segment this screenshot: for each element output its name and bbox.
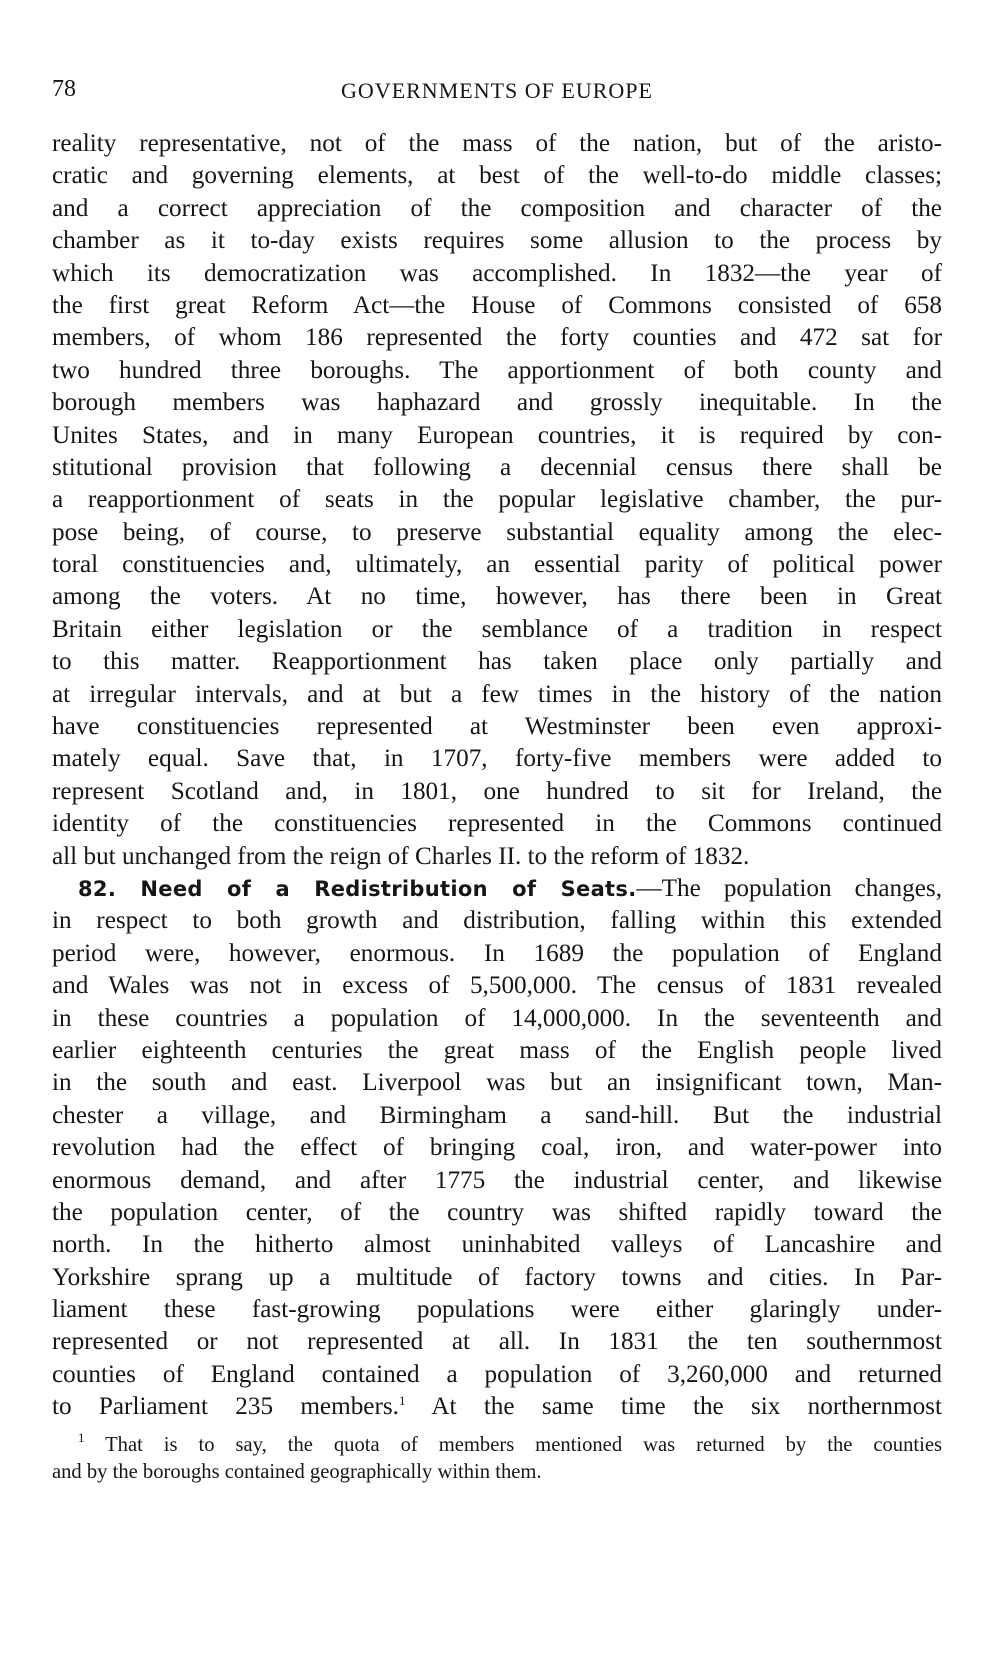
text-line: toral constituencies and, ultimately, an essential parity of political power	[52, 551, 942, 579]
text-line: represented or not represented at all. In 1831 the ten southernmost	[52, 1328, 942, 1356]
text-line: two hundred three boroughs. The apportionment of both county and	[52, 356, 942, 384]
section-paragraph	[52, 905, 942, 1391]
paragraph-continued	[52, 128, 942, 873]
text-line: north. In the hitherto almost uninhabited valleys of Lancashire and	[52, 1231, 942, 1259]
text-line: liament these fast-growing populations were either glaringly under-	[52, 1296, 942, 1324]
text-line: all but unchanged from the reign of Charles II. to the reform of 1832.	[52, 842, 750, 870]
text-line: the first great Reform Act—the House of Commons consisted of 658	[52, 291, 942, 319]
text-fragment: At the same time the six northernmost	[405, 1393, 942, 1421]
footnote-text: That is to say, the quota of members mentioned was returned by the counties	[84, 1433, 942, 1456]
text-line: and a correct appreciation of the composition and character of the	[52, 194, 942, 222]
section-heading: 82. Need of a Redistribution of Seats.	[78, 876, 637, 901]
text-line: enormous demand, and after 1775 the industrial center, and likewise	[52, 1166, 942, 1194]
body-text	[52, 128, 942, 1424]
text-line: in the south and east. Liverpool was but an insignificant town, Man-	[52, 1069, 942, 1097]
text-line: cratic and governing elements, at best of the well-to-do middle classes;	[52, 162, 942, 190]
text-line: in respect to both growth and distribution, falling within this extended	[52, 907, 942, 935]
text-line: earlier eighteenth centuries the great mass of the English people lived	[52, 1036, 942, 1064]
text-line: among the voters. At no time, however, has there been in Great	[52, 583, 942, 611]
text-line: identity of the constituencies represented in the Commons continued	[52, 810, 942, 838]
text-line: period were, however, enormous. In 1689 the population of England	[52, 939, 942, 967]
text-line: and Wales was not in excess of 5,500,000. The census of 1831 revealed	[52, 972, 942, 1000]
text-line: a reapportionment of seats in the popular legislative chamber, the pur-	[52, 486, 942, 514]
text-line: which its democratization was accomplished. In 1832—the year of	[52, 259, 942, 287]
text-line: Britain either legislation or the semblance of a tradition in respect	[52, 615, 942, 643]
footnote-line	[52, 1429, 942, 1459]
text-line: have constituencies represented at Westminster been even approxi-	[52, 713, 942, 741]
footnote-marker: 1	[78, 1429, 85, 1445]
book-page	[52, 72, 942, 1486]
text-line: reality representative, not of the mass of the nation, but of the aristo-	[52, 130, 942, 157]
text-line: represent Scotland and, in 1801, one hundred to sit for Ireland, the	[52, 777, 942, 805]
page-number: 78	[52, 76, 76, 102]
text-line: mately equal. Save that, in 1707, forty-five members were added to	[52, 745, 942, 773]
footnote-line: and by the boroughs contained geographically within them.	[52, 1460, 542, 1483]
text-line: chamber as it to-day exists requires some allusion to the process by	[52, 227, 942, 255]
text-line: pose being, of course, to preserve substantial equality among the elec-	[52, 518, 942, 546]
footnote-reference[interactable]: 1	[398, 1393, 406, 1409]
text-line: to this matter. Reapportionment has taken place only partially and	[52, 648, 942, 676]
text-line: counties of England contained a population of 3,260,000 and returned	[52, 1360, 942, 1388]
text-line: chester a village, and Birmingham a sand-hill. But the industrial	[52, 1101, 942, 1129]
section-82	[52, 873, 942, 1424]
running-title: GOVERNMENTS OF EUROPE	[341, 78, 653, 103]
text-line: at irregular intervals, and at but a few times in the history of the nation	[52, 680, 942, 708]
text-line: revolution had the effect of bringing coal, iron, and water-power into	[52, 1134, 942, 1162]
text-line: borough members was haphazard and grossly inequitable. In the	[52, 389, 942, 417]
text-line: the population center, of the country was shifted rapidly toward the	[52, 1198, 942, 1226]
section-heading-line	[52, 873, 942, 905]
text-line: Unites States, and in many European countries, it is required by con-	[52, 421, 942, 449]
text-fragment: to Parliament 235 members.	[52, 1393, 399, 1421]
running-header	[52, 72, 942, 112]
text-line: Yorkshire sprang up a multitude of factory towns and cities. In Par-	[52, 1263, 942, 1291]
text-line: members, of whom 186 represented the forty counties and 472 sat for	[52, 324, 942, 352]
text-line: stitutional provision that following a decennial census there shall be	[52, 453, 942, 481]
section-first-line-text: —The population changes,	[636, 874, 942, 902]
text-line: in these countries a population of 14,000,000. In the seventeenth and	[52, 1004, 942, 1032]
text-line	[52, 1391, 942, 1423]
footnotes	[52, 1429, 942, 1486]
